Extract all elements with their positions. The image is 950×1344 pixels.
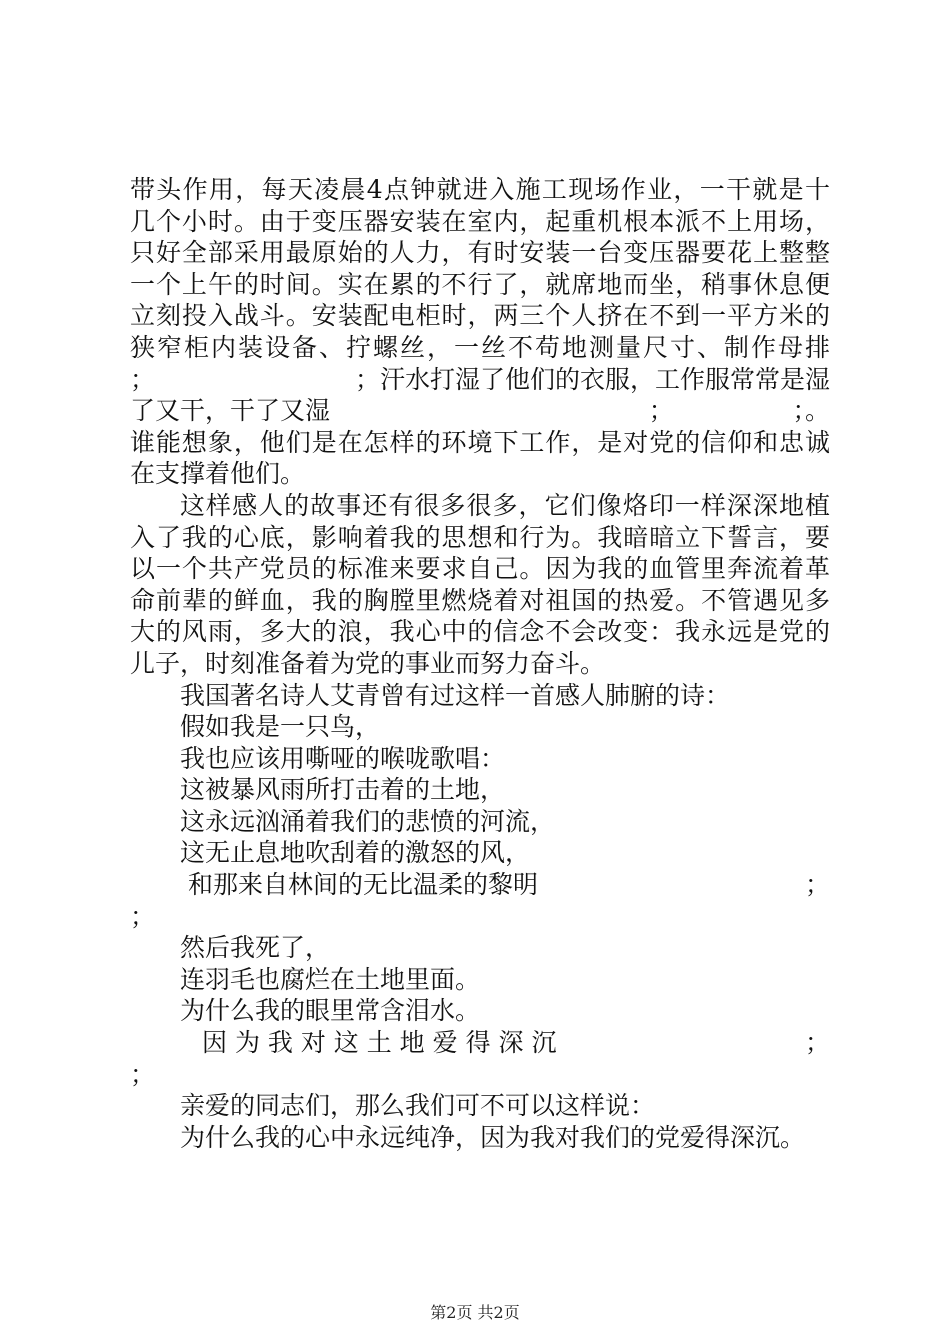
text-fragment: 了又干，干了又湿 bbox=[130, 396, 331, 426]
text-line: 这样感人的故事还有很多很多，它们像烙印一样深深地植 bbox=[180, 490, 830, 520]
text-fragment: ；。 bbox=[792, 396, 830, 426]
text-fragment: ； bbox=[130, 364, 156, 394]
text-line: 立刻投入战斗。安装配电柜时，两三个人挤在不到一平方米的 bbox=[130, 301, 830, 331]
text-line: 入了我的心底，影响着我的思想和行为。我暗暗立下誓言，要 bbox=[130, 522, 830, 552]
text-line: 儿子，时刻准备着为党的事业而努力奋斗。 bbox=[130, 648, 606, 678]
poem-line bbox=[130, 869, 830, 901]
text-fragment: 因 为 我 对 这 土 地 爱 得 深 沉 bbox=[202, 1028, 557, 1058]
text-line: 狭窄柜内装设备、拧螺丝，一丝不苟地测量尺寸、制作母排 bbox=[130, 332, 830, 362]
text-fragment: ； bbox=[648, 396, 674, 426]
poem-line: 假如我是一只鸟， bbox=[180, 712, 381, 742]
text-line: ； bbox=[130, 901, 156, 931]
text-line bbox=[130, 395, 830, 427]
text-line: 大的风雨，多大的浪，我心中的信念不会改变：我永远是党的 bbox=[130, 617, 830, 647]
text-line: 几个小时。由于变压器安装在室内，起重机根本派不上用场， bbox=[130, 206, 830, 236]
text-line: 命前辈的鲜血，我的胸膛里燃烧着对祖国的热爱。不管遇见多 bbox=[130, 585, 830, 615]
text-fragment: ；汗水打湿了他们的衣服，工作服常常是湿 bbox=[354, 364, 830, 394]
text-line: 谁能想象，他们是在怎样的环境下工作，是对党的信仰和忠诚 bbox=[130, 427, 830, 457]
text-line: 我国著名诗人艾青曾有过这样一首感人肺腑的诗： bbox=[180, 680, 731, 710]
text-fragment: ； bbox=[804, 1028, 830, 1058]
poem-line bbox=[130, 1027, 830, 1059]
poem-line: 这永远汹涌着我们的悲愤的河流， bbox=[180, 806, 556, 836]
page-footer: 第2页 共2页 bbox=[430, 1303, 520, 1322]
text-line: 亲爱的同志们，那么我们可不可以这样说： bbox=[180, 1091, 656, 1121]
text-fragment: ； bbox=[804, 870, 830, 900]
poem-line: 这无止息地吹刮着的激怒的风， bbox=[180, 838, 531, 868]
poem-line: 这被暴风雨所打击着的土地， bbox=[180, 775, 506, 805]
poem-line: 连羽毛也腐烂在土地里面。 bbox=[180, 964, 481, 994]
poem-line: 然后我死了， bbox=[180, 933, 331, 963]
text-line: 在支撑着他们。 bbox=[130, 459, 306, 489]
poem-line: 为什么我的眼里常含泪水。 bbox=[180, 996, 481, 1026]
text-line: 以一个共产党员的标准来要求自己。因为我的血管里奔流着革 bbox=[130, 554, 830, 584]
poem-line: 我也应该用嘶哑的喉咙歌唱： bbox=[180, 743, 506, 773]
text-line: 一个上午的时间。实在累的不行了，就席地而坐，稍事休息便 bbox=[130, 269, 830, 299]
text-line: 带头作用，每天凌晨4点钟就进入施工现场作业，一干就是十 bbox=[130, 175, 830, 204]
text-line: ； bbox=[130, 1059, 156, 1089]
text-line bbox=[130, 364, 830, 396]
text-fragment: 和那来自林间的无比温柔的黎明 bbox=[188, 870, 539, 900]
body-text bbox=[130, 174, 830, 1153]
text-line: 只好全部采用最原始的人力，有时安装一台变压器要花上整整 bbox=[130, 238, 830, 268]
text-line: 为什么我的心中永远纯净，因为我对我们的党爱得深沉。 bbox=[180, 1122, 806, 1152]
